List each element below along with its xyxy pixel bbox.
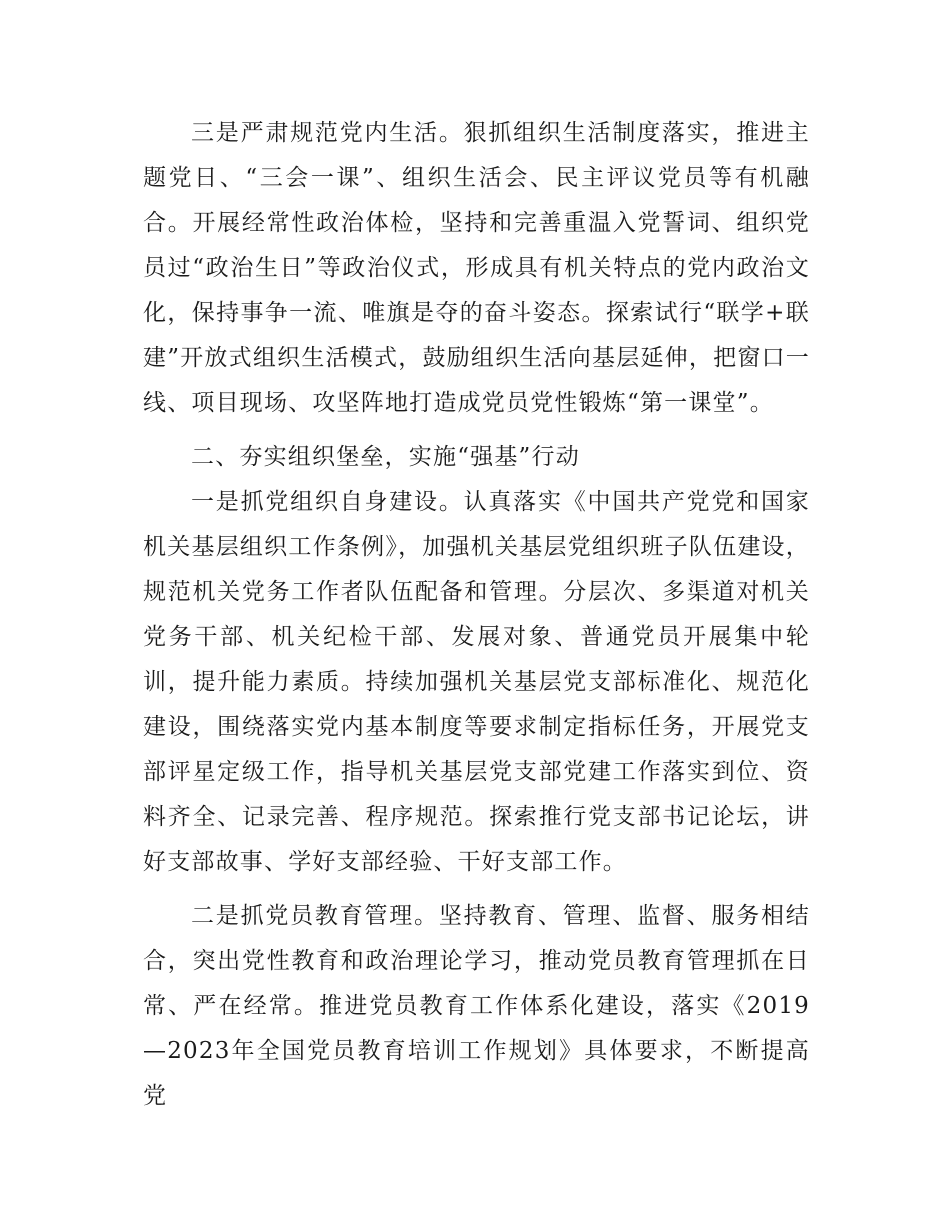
document-body	[143, 111, 810, 1119]
paragraph-party-member-education: 二是抓党员教育管理。坚持教育、管理、监督、服务相结合，突出党性教育和政治理论学习，推动党员教育管理抓在日常、严在经常。推进党员教育工作体系化建设，落实《2019—2023年全国党员教育培训工作规划》具体要求，不断提高党	[143, 903, 810, 1109]
section-heading-strengthen-foundation: 二、夯实组织堡垒，实施“强基”行动	[191, 444, 580, 470]
paragraph-strict-party-life: 三是严肃规范党内生活。狠抓组织生活制度落实，推进主题党日、“三会一课”、组织生活会、民主评议党员等有机融合。开展经常性政治体检，坚持和完善重温入党誓词、组织党员过“政治生日”等政治仪式，形成具有机关特点的党内政治文化，保持事争一流、唯旗是夺的奋斗姿态。探索试行“联学+联建”开放式组织生活模式，鼓励组织生活向基层延伸，把窗口一线、项目现场、攻坚阵地打造成党员党性锻炼“第一课堂”。	[143, 120, 810, 416]
paragraph-party-organization-building: 一是抓党组织自身建设。认真落实《中国共产党党和国家机关基层组织工作条例》，加强机关基层党组织班子队伍建设，规范机关党务工作者队伍配备和管理。分层次、多渠道对机关党务干部、机关纪检干部、发展对象、普通党员开展集中轮训，提升能力素质。持续加强机关基层党支部标准化、规范化建设，围绕落实党内基本制度等要求制定指标任务，开展党支部评星定级工作，指导机关基层党支部党建工作落实到位、资料齐全、记录完善、程序规范。探索推行党支部书记论坛，讲好支部故事、学好支部经验、干好支部工作。	[143, 489, 810, 875]
